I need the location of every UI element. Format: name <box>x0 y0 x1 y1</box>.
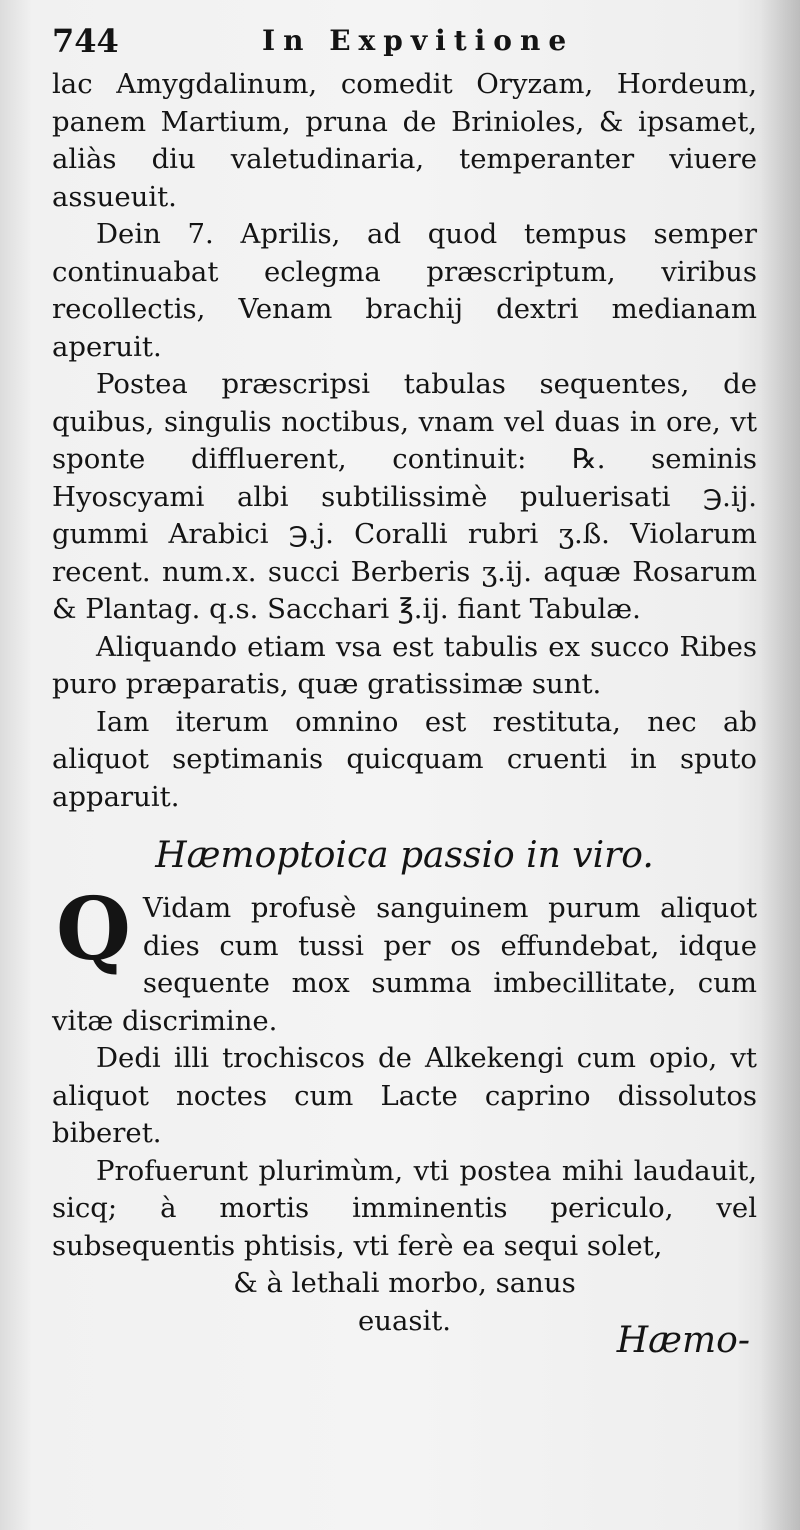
paragraph-prescription: Postea præscripsi tabulas sequentes, de quibus, singulis noctibus, vnam vel duas in ore, vt sponte diffluerent, continuit: ℞. seminis Hyoscyami albi subtilissimè puluerisati ℈.ij. gummi Arabici ℈.j. Coralli rubri ʒ.ß. Violarum recent. num.x. succi Berberis ʒ.ij. aquæ Rosarum & Plantag. q.s. Sacchari ℥.ij. fiant Tabulæ. <box>52 368 757 625</box>
paragraph-continuation: lac Amygdalinum, comedit Oryzam, Hordeum, panem Martium, pruna de Brinioles, & ipsamet, aliàs diu valetudinaria, temperanter viuere assueuit. <box>52 68 757 213</box>
paragraph: Aliquando etiam vsa est tabulis ex succo Ribes puro præparatis, quæ gratissimæ sunt. <box>52 630 757 700</box>
page-number: 744 <box>52 22 119 60</box>
main-text <box>52 66 757 1340</box>
paragraph-with-drop-cap <box>52 879 757 1040</box>
paragraph: Dein 7. Aprilis, ad quod tempus semper continuabat eclegma præscriptum, viribus recollectis, Venam brachij dextri medianam aperuit. <box>52 218 757 363</box>
page-header <box>52 18 740 68</box>
paragraph: Iam iterum omnino est restituta, nec ab aliquot septimanis quicquam cruenti in sputo apparuit. <box>52 705 757 813</box>
paragraph: Profuerunt plurimùm, vti postea mihi laudauit, sicq; à mortis imminentis periculo, vel subsequentis phtisis, vti ferè ea sequi solet, <box>52 1154 757 1262</box>
catchword: Hæmo- <box>616 1320 750 1361</box>
page-edge-shadow <box>760 0 800 1530</box>
paragraph: Dedi illi trochiscos de Alkekengi cum opio, vt aliquot noctes cum Lacte caprino dissolutos biberet. <box>52 1042 757 1149</box>
paragraph-tail-line: & à lethali morbo, sanus <box>233 1267 576 1299</box>
paragraph-text: Vidam profusè sanguinem purum aliquot dies cum tussi per os effundebat, idque sequente mox summa imbecillitate, cum vitæ discrimine. <box>52 892 757 1037</box>
section-heading: Hæmoptoica passio in viro. <box>155 835 654 876</box>
drop-cap-letter: Q <box>56 879 131 980</box>
paragraph-tail-line: euasit. <box>357 1304 452 1337</box>
running-head: In Expvitione <box>262 24 575 57</box>
